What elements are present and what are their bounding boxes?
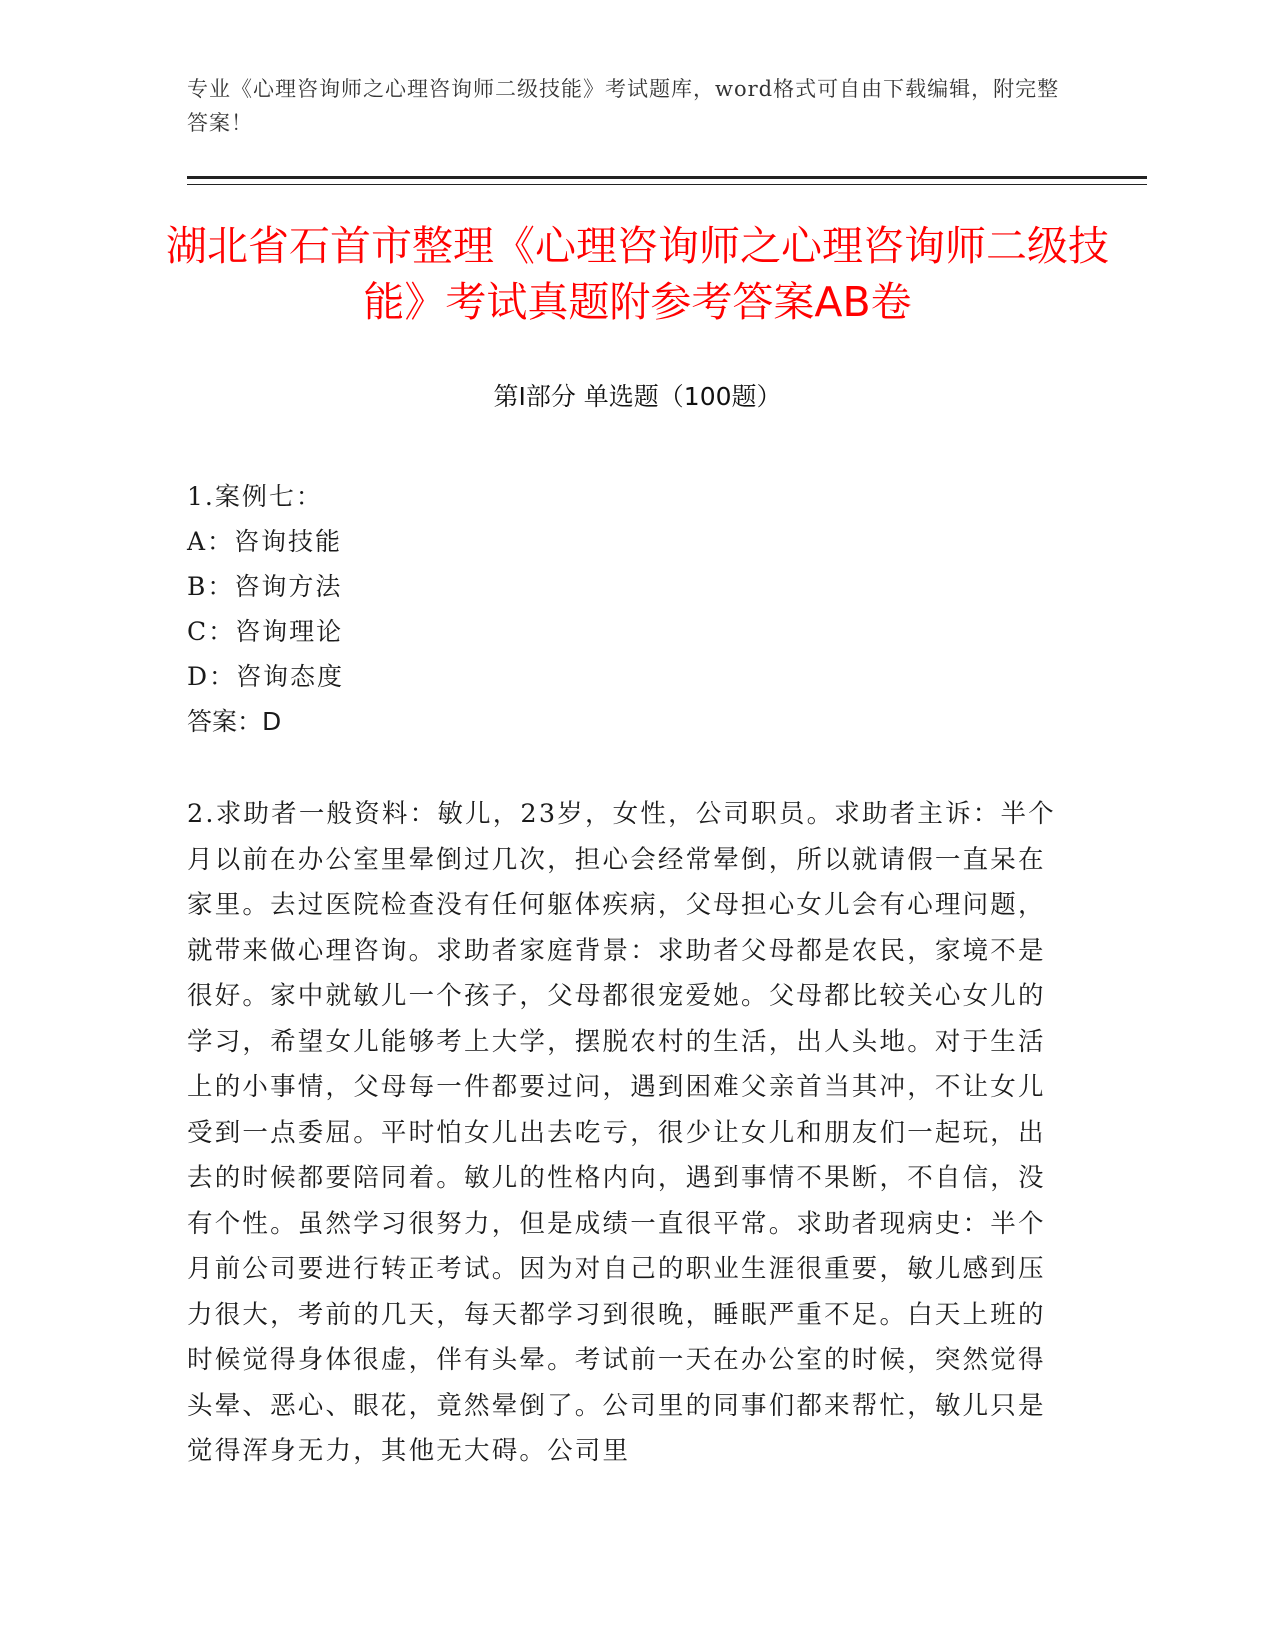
question-2-stem: 2.求助者一般资料：敏儿，23岁，女性，公司职员。求助者主诉：半个月以前在办公室里晕倒过几次，担心会经常晕倒，所以就请假一直呆在家里。去过医院检查没有任何躯体疾病，父母担心女儿会有心理问题，就带来做心理咨询。求助者家庭背景：求助者父母都是农民，家境不是很好。家中就敏儿一个孩子，父母都很宠爱她。父母都比较关心女儿的学习，希望女儿能够考上大学，摆脱农村的生活，出人头地。对于生活上的小事情，父母每一件都要过问，遇到困难父亲首当其冲，不让女儿受到一点委屈。平时怕女儿出去吃亏，很少让女儿和朋友们一起玩，出去的时候都要陪同着。敏儿的性格内向，遇到事情不果断，不自信，没有个性。虽然学习很努力，但是成绩一直很平常。求助者现病史：半个月前公司要进行转正考试。因为对自己的职业生涯很重要，敏儿感到压力很大，考前的几天，每天都学习到很晚，睡眠严重不足。白天上班的时候觉得身体很虚，伴有头晕。考试前一天在办公室的时候，突然觉得头晕、恶心、眼花，竟然晕倒了。公司里的同事们都来帮忙，敏儿只是觉得浑身无力，其他无大碍。公司里 <box>187 799 1056 1466</box>
header-note: 专业《心理咨询师之心理咨询师二级技能》考试题库，word格式可自由下载编辑，附完整答案！ <box>187 77 1060 135</box>
question-1-option-b: B：咨询方法 <box>187 572 343 601</box>
question-1 <box>187 474 1067 744</box>
question-1-answer: 答案：D <box>187 707 282 736</box>
question-1-option-a: A：咨询技能 <box>187 527 343 556</box>
header-divider-thin <box>187 184 1147 185</box>
section-heading: 第Ⅰ部分 单选题（100题） <box>493 382 782 411</box>
header-divider-thick <box>187 176 1147 179</box>
question-1-option-c: C：咨询理论 <box>187 617 344 646</box>
document-title: 湖北省石首市整理《心理咨询师之心理咨询师二级技能》考试真题附参考答案AB卷 <box>166 222 1109 326</box>
question-1-option-d: D：咨询态度 <box>187 662 345 691</box>
question-1-stem: 1.案例七： <box>187 482 323 511</box>
